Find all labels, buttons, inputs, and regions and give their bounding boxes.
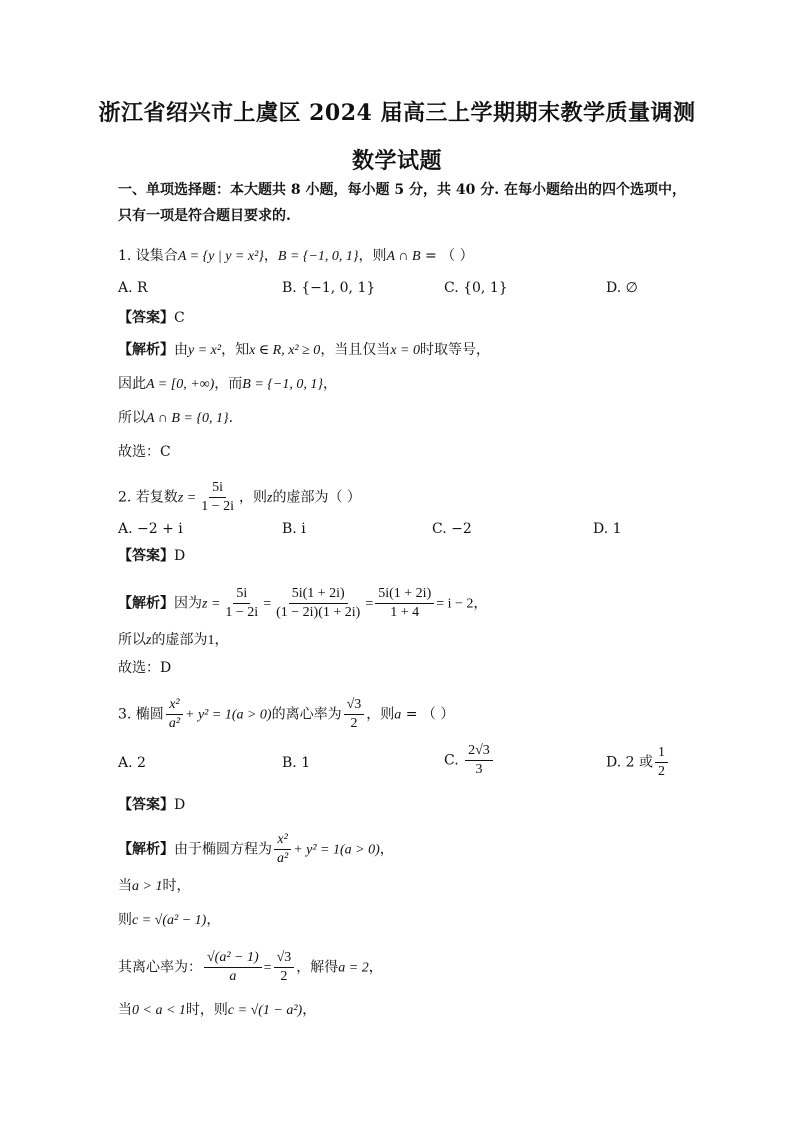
section-heading-cont: 只有一项是符合题目要求的.	[118, 208, 291, 224]
q3-analysis-line-3	[118, 910, 220, 931]
q1-a3-prefix: 所以	[118, 410, 146, 426]
answer-tag: 【答案】	[118, 310, 174, 326]
q3-a4-prefix: 其离心率为：	[118, 959, 202, 976]
q2-a1-frac1	[222, 586, 261, 621]
q3-a3-prefix: 则	[118, 912, 132, 928]
q3-a: a	[394, 707, 402, 723]
q2-a1-suffix: ，	[473, 595, 488, 612]
q1-option-b: B. {−1, 0, 1}	[282, 280, 376, 296]
q3-optc-den: 3	[475, 762, 483, 777]
q1-a1-expr1: y = x²	[188, 343, 222, 358]
q1-answer-value: C	[174, 310, 185, 326]
exam-subtitle: 数学试题	[351, 148, 442, 174]
question-1-stem	[118, 246, 474, 267]
q1-choose-value: C	[160, 444, 171, 460]
q3-answer-value: D	[174, 797, 186, 813]
q2-analysis-line-2	[118, 630, 228, 651]
q1-choose	[118, 442, 171, 462]
q1-a1-expr2: x ∈ R, x² ≥ 0	[249, 343, 321, 358]
section-heading: 一、单项选择题：本大题共 8 小题，每小题 5 分，共 40 分. 在每小题给出的四个选项中，	[118, 182, 686, 198]
q1-a2-suffix: ，	[322, 376, 337, 392]
q3-a4-frac2	[274, 950, 295, 985]
q1-mid: ，则	[358, 248, 387, 264]
q3-optd-den: 2	[657, 764, 665, 779]
q2-analysis-line-1: 【解析】因为z = $\frac{5i}{1 - 2i}$ = $\frac{5i(1 + 2i)}{(1 - 2i)(1 + 2i)}$ = $\frac{5i(1 + 2i)}{1 + 4}$ = i − 2，	[118, 586, 488, 620]
q3-e-frac	[344, 697, 365, 732]
q2-a2-suffix: ，	[214, 632, 229, 648]
q2-f2-den: (1 − 2i)(1 + 2i)	[276, 605, 361, 620]
q3-a3-expr: c = √(a² − 1)	[132, 913, 207, 928]
q1-prefix: 1. 设集合	[118, 248, 178, 264]
q3-analysis-line-4	[118, 950, 383, 985]
q1-set-b: B = {−1, 0, 1}	[277, 249, 359, 264]
q1-a1-prefix: 由	[174, 342, 188, 358]
q3-a5-expr1: 0 < a < 1	[132, 1003, 186, 1018]
q1-intersect: A ∩ B	[386, 249, 421, 264]
q2-a2-value: 1	[207, 633, 215, 648]
q3-optc-num: 2√3	[465, 743, 493, 761]
exam-title: 浙江省绍兴市上虞区 2024 届高三上学期期末教学质量调测	[98, 100, 696, 126]
q2-choose-value: D	[160, 660, 172, 676]
question-3-stem	[118, 697, 454, 732]
q1-a1-mid2: ，当且仅当	[320, 342, 391, 358]
q3-a1-prefix: 由于椭圆方程为	[174, 841, 272, 858]
q3-prefix: 3. 椭圆	[118, 706, 164, 723]
q2-f3-num: 5i(1 + 2i)	[375, 586, 434, 604]
q3-a4-e-den: 2	[280, 969, 288, 984]
q3-mid: 的离心率为	[271, 706, 342, 723]
q3-ellipse-frac	[166, 697, 183, 732]
q2-suffix: 的虚部为（ ）	[272, 489, 361, 506]
q3-a1-eq: + y² = 1(a > 0)	[293, 842, 380, 858]
q3-a2: a²	[168, 716, 181, 731]
q3-a5-expr2: c = √(1 − a²)	[227, 1003, 303, 1018]
q2-a2-z: z	[146, 633, 152, 648]
q3-a1-suffix: ，	[379, 841, 394, 858]
q1-a2-mid: ，而	[214, 376, 243, 392]
q3-a5-suffix: ，	[302, 1002, 317, 1018]
q1-suffix: = （ ）	[420, 248, 474, 264]
q2-a1-frac2	[273, 586, 363, 621]
q3-e-num: √3	[344, 697, 365, 715]
q2-prefix: 2. 若复数	[118, 489, 178, 506]
q1-analysis-line-2	[118, 374, 337, 395]
q3-a4-suffix: ，	[368, 959, 383, 976]
q1-a1-mid: ，知	[221, 342, 250, 358]
q3-a1-frac	[274, 832, 291, 867]
q2-fraction	[198, 480, 237, 515]
q2-z-eq: z =	[177, 490, 197, 506]
q3-optd-num: 1	[655, 745, 668, 763]
q3-x2: x²	[166, 697, 182, 715]
answer-tag: 【答案】	[118, 797, 174, 813]
q3-a3-suffix: ，	[206, 912, 221, 928]
q3-a4-eq: =	[263, 960, 272, 976]
q3-a4-e-num: √3	[274, 950, 295, 968]
q2-f1-num: 5i	[233, 586, 250, 604]
choose-prefix: 故选：	[118, 660, 160, 676]
q1-a1-suffix: 时取等号，	[419, 342, 490, 358]
q3-optc-label: C.	[444, 752, 459, 769]
analysis-tag: 【解析】	[118, 342, 174, 358]
q2-f1-den: 1 − 2i	[225, 605, 259, 620]
q1-analysis-line-1	[118, 340, 490, 361]
q2-a1-frac3	[375, 586, 434, 621]
q1-a3-expr: A ∩ B = {0, 1}	[146, 411, 229, 426]
q1-option-c: C. {0, 1}	[444, 280, 508, 296]
q3-a5-mid: 时，则	[185, 1002, 228, 1018]
q2-a2-prefix: 所以	[118, 632, 146, 648]
answer-tag: 【答案】	[118, 548, 174, 564]
q3-eq-tail: + y² = 1(a > 0)	[185, 707, 272, 723]
q2-choose	[118, 658, 171, 678]
q2-option-d: D. 1	[593, 521, 622, 537]
q3-option-b: B. 1	[282, 755, 311, 771]
q3-a4-den: a	[229, 969, 237, 984]
q2-z: z	[267, 490, 273, 506]
q3-option-c	[444, 743, 495, 778]
choose-prefix: 故选：	[118, 444, 160, 460]
q2-answer	[118, 546, 185, 566]
q2-frac-num: 5i	[209, 480, 226, 498]
q3-e-den: 2	[350, 716, 358, 731]
q2-option-c: C. −2	[432, 521, 472, 537]
q1-a2-expr2: B = {−1, 0, 1}	[242, 377, 323, 392]
q3-analysis-line-2	[118, 876, 190, 897]
q3-optd-label: D. 2 或	[606, 754, 653, 771]
question-2-stem	[118, 480, 361, 515]
q1-option-d: D. ∅	[606, 280, 638, 296]
q3-optd-frac	[655, 745, 668, 780]
q2-a1-z: z =	[202, 596, 221, 612]
analysis-tag: 【解析】	[118, 841, 174, 858]
q2-f3-den: 1 + 4	[390, 605, 420, 620]
q3-option-d	[606, 745, 670, 780]
q3-a2-expr: a > 1	[132, 879, 163, 894]
q2-option-b: B. i	[282, 521, 306, 537]
q2-mid: ，则	[239, 489, 268, 506]
q2-f2-num: 5i(1 + 2i)	[289, 586, 348, 604]
q3-a2-suffix: 时，	[162, 878, 191, 894]
q3-a1-a2: a²	[277, 851, 289, 866]
q2-a1-tail: = i − 2	[436, 596, 474, 612]
q1-comma: ，	[263, 248, 278, 264]
q3-a4-expr: a = 2	[338, 960, 369, 976]
q3-analysis-line-5	[118, 1000, 316, 1021]
analysis-tag: 【解析】	[118, 595, 174, 612]
q3-analysis-line-1	[118, 832, 394, 867]
q1-a1-expr3: x = 0	[390, 343, 420, 358]
q3-optc-frac	[465, 743, 493, 778]
q3-a4-num: √(a² − 1)	[204, 950, 262, 968]
q3-a4-mid: ，解得	[296, 959, 339, 976]
q2-answer-value: D	[174, 548, 186, 564]
q3-a4-frac1	[204, 950, 262, 985]
q1-option-a: A. R	[118, 280, 148, 296]
q2-a2-mid: 的虚部为	[151, 632, 208, 648]
q3-mid2: ，则	[366, 706, 395, 723]
q3-a1-x2: x²	[274, 832, 290, 850]
q1-a3-suffix: .	[228, 410, 234, 426]
q1-analysis-line-3	[118, 408, 233, 429]
q3-option-a: A. 2	[118, 755, 146, 771]
q1-answer	[118, 308, 185, 328]
q2-frac-den: 1 − 2i	[201, 499, 235, 514]
q3-a2-prefix: 当	[118, 878, 132, 894]
q1-set-a: A = {y | y = x²}	[177, 249, 264, 264]
q1-a2-prefix: 因此	[118, 376, 146, 392]
q2-a1-prefix: 因为	[174, 595, 202, 612]
q2-option-a: A. −2 + i	[118, 521, 183, 537]
q3-suffix: = （ ）	[401, 706, 455, 723]
q3-answer	[118, 795, 185, 815]
q3-a5-prefix: 当	[118, 1002, 132, 1018]
q1-a2-expr1: A = [0, +∞)	[146, 377, 215, 392]
